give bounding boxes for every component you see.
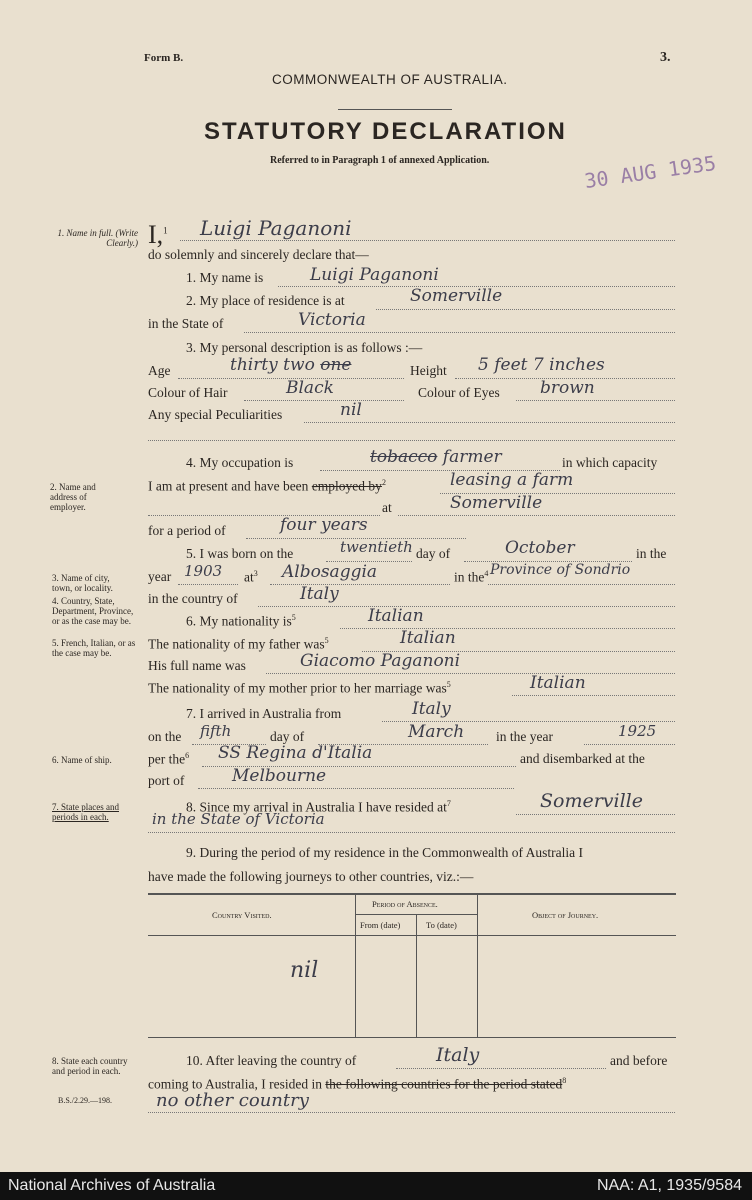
- hw-employer: leasing a farm: [450, 470, 574, 490]
- resided-in-line: [148, 1112, 675, 1113]
- hw-eyes: brown: [540, 378, 595, 398]
- hw-arrival-day: fifth: [200, 722, 232, 740]
- margin-note-8: 8. State each country and period in each.: [52, 1056, 128, 1076]
- eyes-line: [516, 400, 675, 401]
- hw-arrived-from: Italy: [412, 699, 451, 719]
- state-label: in the State of: [148, 316, 224, 331]
- hw-father-name: Giacomo Paganoni: [300, 651, 461, 671]
- margin-note-2: 2. Name and address of employer.: [50, 482, 96, 512]
- header-rule: [338, 109, 452, 110]
- resided-line: [516, 814, 675, 815]
- margin-note-7: 7. State places and periods in each.: [52, 802, 119, 822]
- referred-note: Referred to in Paragraph 1 of annexed Application.: [270, 155, 490, 166]
- hw-height: 5 feet 7 inches: [478, 355, 605, 375]
- page-title: STATUTORY DECLARATION: [204, 118, 567, 145]
- hw-father-nationality: Italian: [400, 628, 456, 648]
- hw-resided-at: Somerville: [540, 790, 644, 812]
- eyes-label: Colour of Eyes: [418, 385, 500, 400]
- margin-note-5: 5. French, Italian, or as the case may be.: [52, 638, 136, 658]
- hw-occupation: tobacco farmer: [370, 447, 502, 467]
- p7-label: 7. I arrived in Australia from: [186, 706, 342, 721]
- in-the-label: in the: [636, 546, 667, 561]
- birthyear-line: [178, 584, 238, 585]
- p2-label: 2. My place of residence is at: [186, 293, 345, 308]
- archive-footer: [0, 1172, 752, 1200]
- capacity-label: in which capacity: [562, 455, 658, 470]
- hw-port: Melbourne: [232, 766, 327, 786]
- hw-mother-nationality: Italian: [530, 673, 586, 693]
- at2-label: $at^3$: [244, 569, 258, 585]
- height-label: Height: [410, 363, 447, 378]
- hw-resided-state: in the State of Victoria: [152, 810, 325, 828]
- hw-left-country: Italy: [436, 1044, 480, 1066]
- hw-name-full: Luigi Paganoni: [200, 216, 352, 240]
- resided-line2: [148, 832, 675, 833]
- table-head-rule: [148, 935, 676, 936]
- hair-label: Colour of Hair: [148, 385, 228, 400]
- th-from-date: From (date): [360, 920, 401, 930]
- footer-right: NAA: A1, 1935/9584: [597, 1177, 742, 1194]
- hw-arrival-month: March: [408, 722, 465, 742]
- peculiar-line: [304, 422, 675, 423]
- nationality-line: [340, 628, 675, 629]
- hw-resided-in: no other country: [156, 1090, 309, 1111]
- hw-occupation-struck: tobacco: [370, 447, 438, 467]
- hw-arrival-year: 1925: [618, 722, 657, 740]
- table-col-1: [355, 895, 356, 1037]
- margin-note-4: 4. Country, State, Department, Province, or as the case may be.: [52, 596, 134, 626]
- hw-birth-province: Province of Sondrio: [490, 562, 631, 578]
- at-label: at: [382, 500, 392, 515]
- father-name-line: [266, 673, 675, 674]
- th-to-date: To (date): [426, 920, 457, 930]
- table-top-rule: [148, 893, 676, 895]
- period-label: for a period of: [148, 523, 226, 538]
- state-line: [244, 332, 675, 333]
- p9-line2: have made the following journeys to other countries, viz.:—: [148, 869, 474, 884]
- commonwealth-heading: COMMONWEALTH OF AUSTRALIA.: [272, 72, 508, 87]
- p1-label: 1. My name is: [186, 270, 264, 285]
- hw-nationality: Italian: [368, 606, 424, 626]
- year-label: year: [148, 569, 172, 584]
- hw-state: Victoria: [298, 310, 366, 330]
- hw-birth-year: 1903: [184, 562, 223, 580]
- day-of2-label: day of: [270, 729, 305, 744]
- p10-label: 10. After leaving the country of: [186, 1053, 357, 1068]
- hw-ship: SS Regina d'Italia: [218, 743, 373, 763]
- and-before-label: and before: [610, 1053, 668, 1068]
- father-nat-label: The nationality of my father was$^5$: [148, 636, 329, 652]
- p9-line1: 9. During the period of my residence in the Commonwealth of Australia I: [186, 845, 584, 860]
- p3-label: 3. My personal description is as follows :—: [186, 340, 423, 355]
- hw-birth-place: Albosaggia: [282, 562, 378, 582]
- mother-nat-label: The nationality of my mother prior to her marriage was$^5$: [148, 680, 451, 696]
- table-bottom-rule: [148, 1037, 676, 1038]
- margin-note-3: 3. Name of city, town, or locality.: [52, 573, 113, 593]
- province-line: [488, 584, 675, 585]
- i-label: I,$^1$: [148, 220, 168, 249]
- hw-birth-month: October: [505, 538, 575, 558]
- hw-birth-day: twentieth: [340, 538, 413, 556]
- hw-name: Luigi Paganoni: [310, 265, 439, 285]
- hw-employer-at: Somerville: [450, 493, 543, 513]
- name-full-line: [180, 240, 675, 241]
- full-name-label: His full name was: [148, 658, 246, 673]
- hw-peculiarities: nil: [340, 400, 362, 420]
- hw-period: four years: [280, 515, 368, 535]
- form-label: Form B.: [144, 52, 184, 64]
- blank-line: [148, 440, 675, 441]
- per-the-label: per the$^6$: [148, 751, 190, 767]
- margin-note-6: 6. Name of ship.: [52, 755, 112, 765]
- page-number: 3.: [660, 50, 671, 65]
- hair-line: [244, 400, 404, 401]
- mother-nat-line: [512, 695, 675, 696]
- day-of-label: day of: [416, 546, 451, 561]
- present-label: I am at present and have been employed $by^2$: [148, 478, 386, 494]
- in-year-label: in the year: [496, 729, 553, 744]
- in-the2-label: in the$^4$: [454, 569, 489, 585]
- th-period-absence: Period of Absence.: [372, 899, 438, 909]
- country-of-label: in the country of: [148, 591, 238, 606]
- p8-label: 8. Since my arrival in Australia I have resided $at^7$: [186, 799, 451, 815]
- age-label: Age: [148, 363, 171, 378]
- p5-label: 5. I was born on the: [186, 546, 294, 561]
- arrival-year-line: [584, 744, 675, 745]
- employer-at-line: [398, 515, 675, 516]
- declare-text: do solemnly and sincerely declare that—: [148, 247, 369, 262]
- port-of-label: port of: [148, 773, 185, 788]
- table-col-2: [416, 914, 417, 1037]
- hw-age-struck: one: [320, 355, 352, 375]
- table-sub-rule: [356, 914, 477, 915]
- p2-line: [376, 309, 675, 310]
- struck-following: the following countries for the period stated: [325, 1076, 563, 1092]
- hw-age: thirty two one: [230, 355, 352, 375]
- date-stamp: 30 AUG 1935: [582, 150, 718, 194]
- hw-journeys: nil: [290, 958, 319, 983]
- birthcountry-line: [258, 606, 675, 607]
- table-col-3: [477, 895, 478, 1037]
- margin-note-1: 1. Name in full. (Write Clearly.): [57, 228, 138, 248]
- peculiar-label: Any special Peculiarities: [148, 407, 283, 422]
- disembarked-label: and disembarked at the: [520, 751, 645, 766]
- th-object: Object of Journey.: [532, 910, 599, 920]
- left-country-line: [396, 1068, 606, 1069]
- th-country-visited: Country Visited.: [212, 910, 272, 920]
- port-line: [198, 788, 514, 789]
- birthplace-line: [270, 584, 450, 585]
- p6-label: 6. My nationality $is^5$: [186, 613, 296, 629]
- hw-birth-country: Italy: [300, 584, 339, 604]
- hw-hair: Black: [286, 378, 334, 398]
- hw-residence: Somerville: [410, 286, 503, 306]
- footer-left: National Archives of Australia: [8, 1177, 216, 1194]
- p4-label: 4. My occupation is: [186, 455, 294, 470]
- on-the-label: on the: [148, 729, 182, 744]
- form-code: B.S./2.29.—198.: [58, 1096, 113, 1105]
- coming-label: coming to Australia, I resided in the following countries for the period stated$^8$: [148, 1076, 567, 1092]
